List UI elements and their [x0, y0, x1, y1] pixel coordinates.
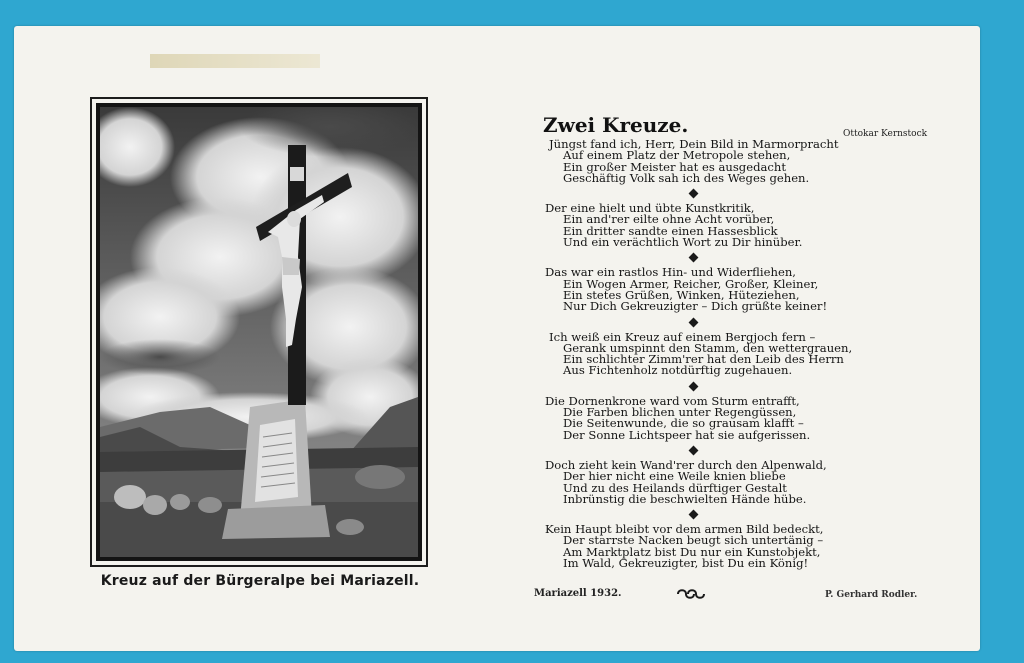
photo-caption: Kreuz auf der Bürgeralpe bei Mariazell. — [100, 573, 420, 589]
photo-frame — [90, 97, 428, 567]
poem-line: Ein and'rer eilte ohne Acht vorüber, — [563, 212, 775, 227]
poem-line: Der Sonne Lichtspeer hat sie aufgerissen. — [563, 427, 811, 442]
poem-line: Jüngst fand ich, Herr, Dein Bild in Marmorpracht — [549, 137, 839, 151]
poem-line: Ich weiß ein Kreuz auf einem Bergjoch fern – — [549, 329, 816, 344]
poem-author: Ottokar Kernstock — [843, 129, 928, 139]
stanza — [545, 139, 925, 184]
poem-line: Das war ein rastlos Hin- und Widerfliehen, — [545, 265, 796, 280]
diamond-icon — [689, 510, 699, 520]
poem-line: Auf einem Platz der Metropole stehen, — [563, 148, 791, 163]
poem-line: Der starrste Nacken beugt sich untertänig – — [563, 533, 824, 548]
poem-line: Ein dritter sandte einen Hassesblick — [563, 223, 778, 238]
poem-line: Kein Haupt bleibt vor dem armen Bild bedeckt, — [545, 522, 824, 537]
place-date: Mariazell 1932. — [534, 588, 622, 599]
poem-line: Geschäftig Volk sah ich des Weges gehen. — [563, 170, 810, 185]
poem-line: Und ein verächtlich Wort zu Dir hinüber. — [563, 235, 803, 250]
poem-line: Die Seitenwunde, die so grausam klafft – — [563, 416, 804, 431]
ornament-icon — [676, 588, 706, 600]
diamond-icon — [689, 253, 699, 263]
poem-line: Der hier nicht eine Weile knien bliebe — [563, 469, 786, 484]
stanza — [545, 457, 925, 506]
poem-line: Ein schlichter Zimm'rer hat den Leib des Herrn — [563, 352, 844, 367]
poem-line: Aus Fichtenholz notdürftig zugehauen. — [563, 363, 793, 378]
poem-line: Ein großer Meister hat es ausgedacht — [563, 159, 787, 174]
poem-line: Die Farben blichen unter Regengüssen, — [563, 405, 797, 420]
crucifix-photo — [100, 107, 418, 557]
stanza-divider — [545, 505, 925, 524]
diamond-icon — [689, 381, 699, 391]
poem-title: Zwei Kreuze. — [543, 113, 689, 137]
poem-line: Gerank umspinnt den Stamm, den wettergrauen, — [563, 340, 853, 355]
poem-line: Doch zieht kein Wand'rer durch den Alpenwald, — [545, 457, 827, 472]
stanza — [545, 203, 925, 248]
poem-line: Inbrünstig die beschwielten Hände hübe. — [563, 491, 807, 506]
poem-line: Und zu des Heilands dürftiger Gestalt — [563, 480, 787, 495]
diamond-icon — [689, 317, 699, 327]
poem-line: Im Wald, Gekreuzigter, bist Du ein König! — [563, 556, 809, 571]
diamond-icon — [689, 189, 699, 199]
stanza-divider — [545, 313, 925, 332]
stanza-divider — [545, 184, 925, 203]
poem-body — [545, 139, 925, 569]
poem-line: Ein Wogen Armer, Reicher, Großer, Kleiner, — [563, 276, 819, 291]
stanza — [545, 524, 925, 569]
stanza-divider — [545, 441, 925, 460]
stanza — [545, 267, 925, 312]
stanza-divider — [545, 248, 925, 267]
tape-residue — [150, 54, 320, 68]
poem-line: Die Dornenkrone ward vom Sturm entrafft, — [545, 393, 800, 408]
poem-line: Nur Dich Gekreuzigter – Dich grüßte keiner! — [563, 299, 828, 314]
stanza — [545, 329, 925, 378]
diamond-icon — [689, 445, 699, 455]
poem-line: Der eine hielt und übte Kunstkritik, — [545, 201, 755, 216]
poem-line: Ein stetes Grüßen, Winken, Hüteziehen, — [563, 287, 800, 302]
stanza — [545, 393, 925, 442]
photo-credit: P. Gerhard Rodler. — [825, 590, 918, 600]
stanza-divider — [545, 377, 925, 396]
poem-line: Am Marktplatz bist Du nur ein Kunstobjekt, — [563, 544, 821, 559]
